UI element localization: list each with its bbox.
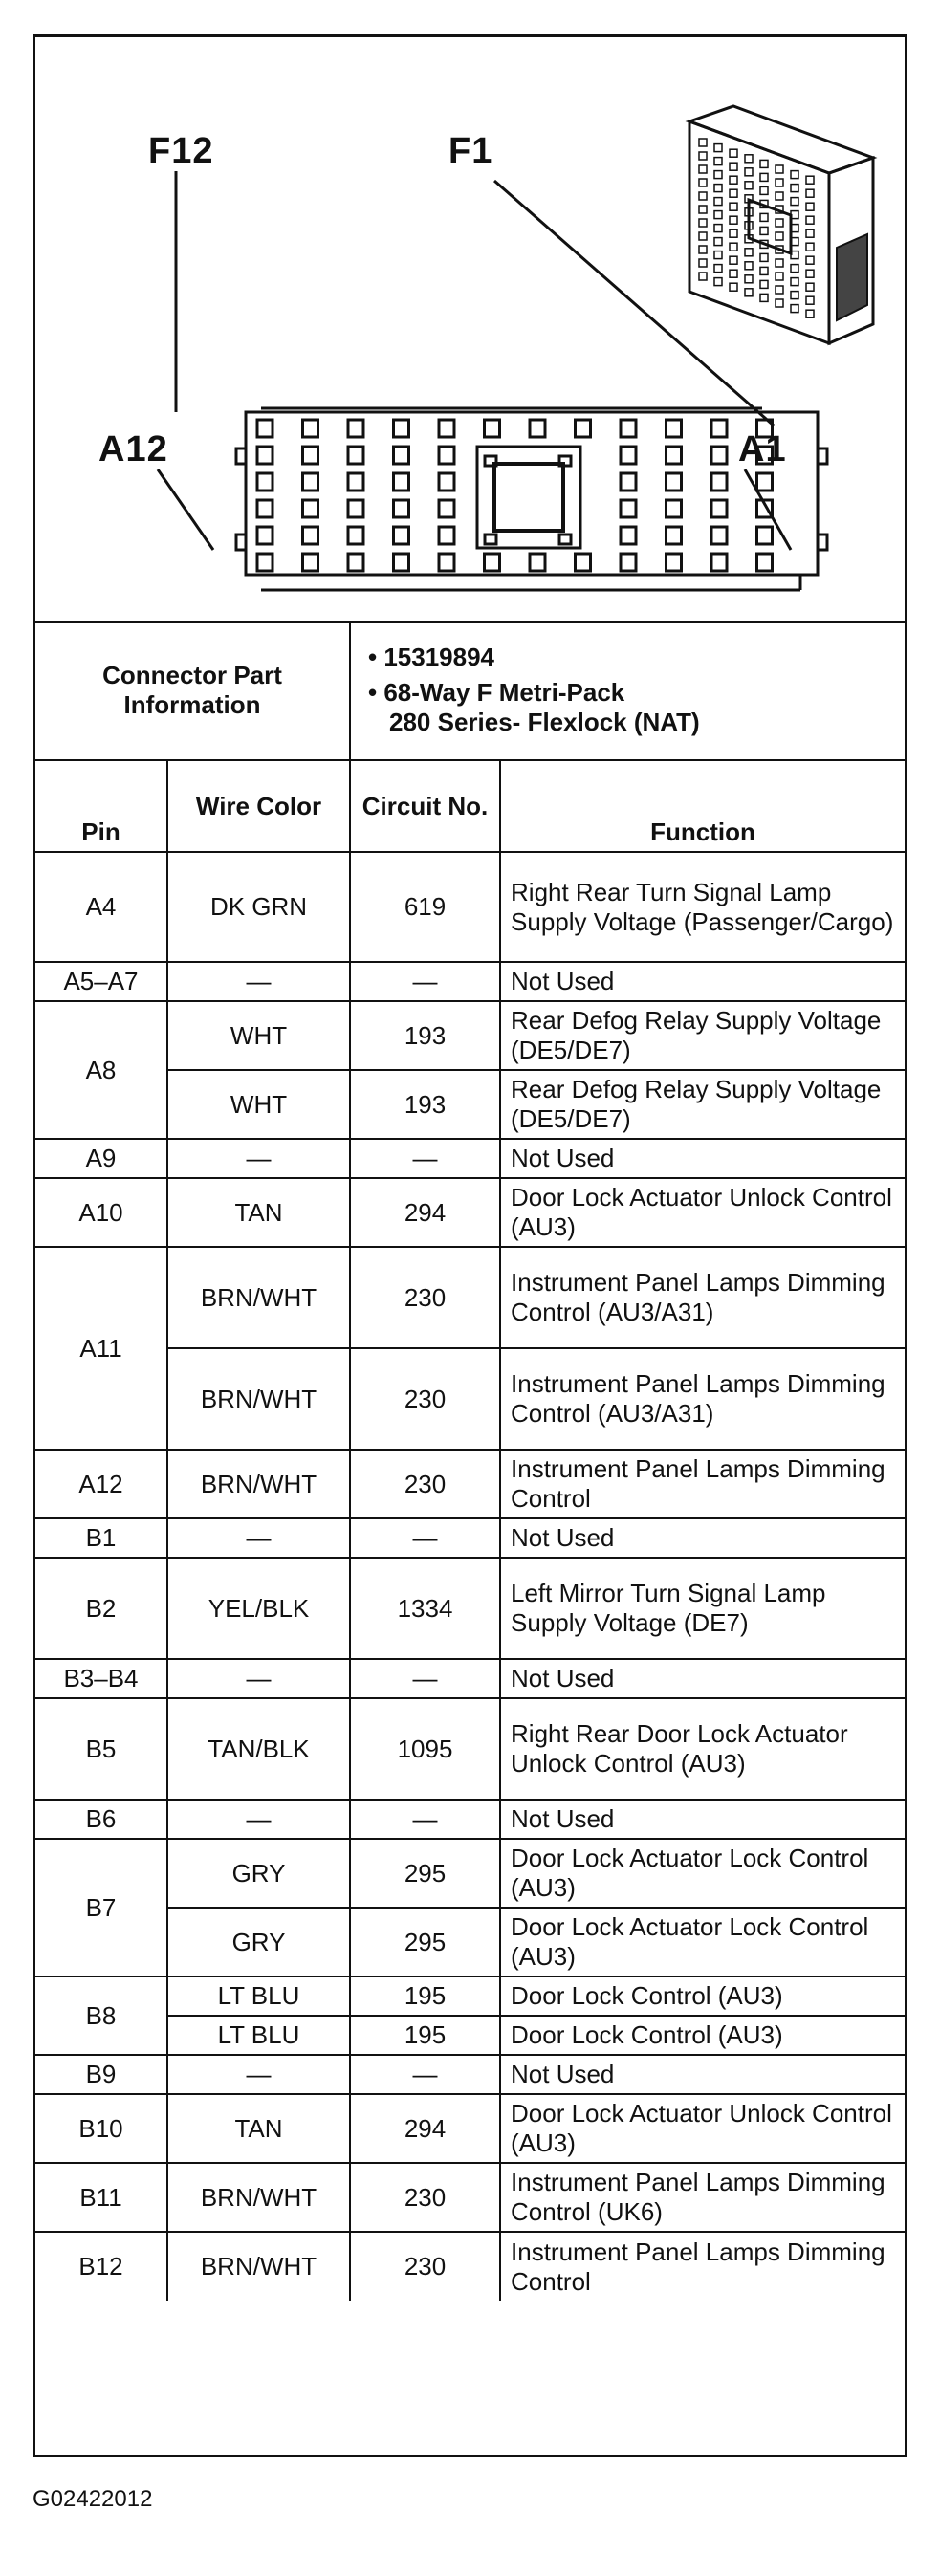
pin-cell: A8 xyxy=(35,1001,167,1139)
function-cell: Instrument Panel Lamps Dimming Control xyxy=(500,1450,905,1518)
table-row xyxy=(35,1800,905,1839)
pin-cavity xyxy=(257,447,273,464)
circuit-cell: 294 xyxy=(350,1178,500,1247)
table-row xyxy=(35,852,905,962)
pin-cavity xyxy=(348,500,363,517)
table-row xyxy=(35,1698,905,1800)
circuit-cell: — xyxy=(350,1518,500,1558)
pin-cavity xyxy=(439,447,454,464)
pin-cell: A9 xyxy=(35,1139,167,1178)
table-row xyxy=(35,962,905,1001)
connector-face-drawing xyxy=(35,37,905,621)
header-circuit-no: Circuit No. xyxy=(350,760,500,852)
table-row xyxy=(35,2094,905,2163)
circuit-cell: 295 xyxy=(350,1908,500,1976)
function-cell: Instrument Panel Lamps Dimming Control (AU3/A31) xyxy=(500,1348,905,1450)
connector-chart-frame xyxy=(33,34,907,2457)
iso-lock-tab xyxy=(837,234,867,320)
table-row xyxy=(35,1518,905,1558)
pin-cavity xyxy=(711,500,727,517)
label-f12: F12 xyxy=(148,131,214,171)
pin-cavity xyxy=(576,554,591,571)
pin-cavity xyxy=(711,527,727,544)
pin-cavity xyxy=(439,527,454,544)
function-cell: Door Lock Actuator Unlock Control (AU3) xyxy=(500,1178,905,1247)
table-row xyxy=(35,2232,905,2301)
center-notch xyxy=(559,456,571,466)
header-pin: Pin xyxy=(35,760,167,852)
latch-tab xyxy=(236,448,246,464)
pin-cell: A4 xyxy=(35,852,167,962)
center-notch xyxy=(485,535,496,544)
pin-cavity xyxy=(348,527,363,544)
wire-color-cell: GRY xyxy=(167,1908,350,1976)
iso-latch xyxy=(749,200,791,253)
wire-color-cell: BRN/WHT xyxy=(167,2232,350,2301)
pin-cavity xyxy=(257,500,273,517)
center-key xyxy=(494,464,563,531)
pin-cavity xyxy=(485,420,500,437)
circuit-cell: 195 xyxy=(350,1976,500,2016)
pin-cavity xyxy=(621,554,636,571)
leader-f1 xyxy=(494,181,774,426)
table-row xyxy=(35,2163,905,2232)
wire-color-cell: — xyxy=(167,1139,350,1178)
pin-cell: B11 xyxy=(35,2163,167,2232)
pin-cavity xyxy=(530,420,545,437)
circuit-cell: — xyxy=(350,962,500,1001)
pin-cavity xyxy=(621,420,636,437)
function-cell: Instrument Panel Lamps Dimming Control (AU3/A31) xyxy=(500,1247,905,1348)
connector-part-info xyxy=(350,621,905,760)
label-a1: A1 xyxy=(738,429,787,469)
wire-color-cell: — xyxy=(167,1800,350,1839)
header-function: Function xyxy=(500,760,905,852)
latch-tab xyxy=(236,535,246,550)
pin-cavity xyxy=(394,554,409,571)
pin-cavity xyxy=(348,420,363,437)
pin-cavity xyxy=(485,554,500,571)
circuit-cell: — xyxy=(350,1139,500,1178)
pin-cell: B7 xyxy=(35,1839,167,1976)
leader-a12 xyxy=(158,469,213,550)
pin-cell: B8 xyxy=(35,1976,167,2055)
pin-cavity xyxy=(530,554,545,571)
circuit-cell: — xyxy=(350,1800,500,1839)
wire-color-cell: LT BLU xyxy=(167,1976,350,2016)
pin-cell: A11 xyxy=(35,1247,167,1450)
label-a12: A12 xyxy=(98,429,168,469)
pin-cavity xyxy=(711,473,727,491)
table-row xyxy=(35,1139,905,1178)
leader-a1 xyxy=(745,469,791,550)
pin-cell: B3–B4 xyxy=(35,1659,167,1698)
function-cell: Not Used xyxy=(500,1518,905,1558)
pin-cavity xyxy=(711,420,727,437)
function-cell: Not Used xyxy=(500,1139,905,1178)
function-cell: Right Rear Door Lock Actuator Unlock Control (AU3) xyxy=(500,1698,905,1800)
pin-cavity xyxy=(303,527,318,544)
wire-color-cell: WHT xyxy=(167,1001,350,1070)
pin-cavity xyxy=(257,554,273,571)
table-row xyxy=(35,1659,905,1698)
pin-cell: B12 xyxy=(35,2232,167,2301)
table-row xyxy=(35,2055,905,2094)
function-cell: Door Lock Actuator Lock Control (AU3) xyxy=(500,1839,905,1908)
wire-color-cell: WHT xyxy=(167,1070,350,1139)
wire-color-cell: GRY xyxy=(167,1839,350,1908)
pin-cavity xyxy=(348,473,363,491)
circuit-cell: 230 xyxy=(350,2232,500,2301)
circuit-cell: 619 xyxy=(350,852,500,962)
pin-cavity xyxy=(439,500,454,517)
function-cell: Rear Defog Relay Supply Voltage (DE5/DE7) xyxy=(500,1070,905,1139)
pin-cell: B1 xyxy=(35,1518,167,1558)
pin-cavity xyxy=(667,554,682,571)
pin-cell: B6 xyxy=(35,1800,167,1839)
pin-cell: B5 xyxy=(35,1698,167,1800)
pin-cell: A12 xyxy=(35,1450,167,1518)
header-row xyxy=(35,760,905,852)
latch-tab xyxy=(818,535,827,550)
connector-diagram xyxy=(35,37,905,623)
center-notch xyxy=(485,456,496,466)
pin-cavity xyxy=(757,527,773,544)
function-cell: Instrument Panel Lamps Dimming Control (UK6) xyxy=(500,2163,905,2232)
iso-connector-top xyxy=(689,106,873,173)
table-row xyxy=(35,1839,905,1908)
pin-cavity xyxy=(621,527,636,544)
circuit-cell: 230 xyxy=(350,1450,500,1518)
circuit-cell: 295 xyxy=(350,1839,500,1908)
pin-cell: B10 xyxy=(35,2094,167,2163)
pin-cavity xyxy=(348,447,363,464)
table-row xyxy=(35,1976,905,2016)
pin-cavity xyxy=(257,473,273,491)
function-cell: Instrument Panel Lamps Dimming Control xyxy=(500,2232,905,2301)
pin-cavity xyxy=(621,473,636,491)
pin-cavity xyxy=(711,447,727,464)
function-cell: Left Mirror Turn Signal Lamp Supply Voltage (DE7) xyxy=(500,1558,905,1659)
wire-color-cell: — xyxy=(167,1659,350,1698)
pin-cavity xyxy=(439,554,454,571)
wire-color-cell: DK GRN xyxy=(167,852,350,962)
function-cell: Door Lock Control (AU3) xyxy=(500,1976,905,2016)
function-cell: Door Lock Control (AU3) xyxy=(500,2016,905,2055)
latch-tab xyxy=(818,448,827,464)
wire-color-cell: YEL/BLK xyxy=(167,1558,350,1659)
pin-cavity xyxy=(576,420,591,437)
wire-color-cell: — xyxy=(167,962,350,1001)
label-f1: F1 xyxy=(448,131,493,171)
function-cell: Door Lock Actuator Lock Control (AU3) xyxy=(500,1908,905,1976)
wire-color-cell: LT BLU xyxy=(167,2016,350,2055)
pin-cavity xyxy=(348,554,363,571)
wire-color-cell: BRN/WHT xyxy=(167,1348,350,1450)
pin-cavity xyxy=(303,500,318,517)
function-cell: Rear Defog Relay Supply Voltage (DE5/DE7) xyxy=(500,1001,905,1070)
wire-color-cell: TAN xyxy=(167,2094,350,2163)
part-description-line1: • 68-Way F Metri-Pack xyxy=(368,678,625,707)
pin-cavity xyxy=(303,420,318,437)
wire-color-cell: BRN/WHT xyxy=(167,1247,350,1348)
circuit-cell: — xyxy=(350,1659,500,1698)
pin-cavity xyxy=(303,473,318,491)
circuit-cell: — xyxy=(350,2055,500,2094)
wire-color-cell: — xyxy=(167,1518,350,1558)
wire-color-cell: BRN/WHT xyxy=(167,2163,350,2232)
pin-cavity xyxy=(394,500,409,517)
header-wire-color: Wire Color xyxy=(167,760,350,852)
pin-cavity xyxy=(394,473,409,491)
circuit-cell: 230 xyxy=(350,2163,500,2232)
pin-cavity xyxy=(394,527,409,544)
pinout-table xyxy=(35,621,905,2301)
function-cell: Not Used xyxy=(500,2055,905,2094)
wire-color-cell: BRN/WHT xyxy=(167,1450,350,1518)
circuit-cell: 294 xyxy=(350,2094,500,2163)
circuit-cell: 1334 xyxy=(350,1558,500,1659)
connector-info-label: Connector Part Information xyxy=(35,621,350,760)
circuit-cell: 193 xyxy=(350,1001,500,1070)
pin-cavity xyxy=(303,447,318,464)
function-cell: Not Used xyxy=(500,962,905,1001)
part-description-line2: 280 Series- Flexlock (NAT) xyxy=(389,708,700,736)
pin-cell: A5–A7 xyxy=(35,962,167,1001)
pin-cavity xyxy=(257,527,273,544)
circuit-cell: 193 xyxy=(350,1070,500,1139)
function-cell: Door Lock Actuator Unlock Control (AU3) xyxy=(500,2094,905,2163)
wire-color-cell: — xyxy=(167,2055,350,2094)
table-row xyxy=(35,1450,905,1518)
pin-cavity xyxy=(257,420,273,437)
pin-cavity xyxy=(667,447,682,464)
table-row xyxy=(35,1558,905,1659)
table-row xyxy=(35,1001,905,1070)
pin-cavity xyxy=(667,527,682,544)
pin-cavity xyxy=(667,420,682,437)
pin-cavity xyxy=(439,473,454,491)
function-cell: Not Used xyxy=(500,1659,905,1698)
pin-cavity xyxy=(711,554,727,571)
center-notch xyxy=(559,535,571,544)
pin-cavity xyxy=(667,473,682,491)
circuit-cell: 195 xyxy=(350,2016,500,2055)
pin-cavity xyxy=(303,554,318,571)
part-number: • 15319894 xyxy=(368,643,495,671)
function-cell: Right Rear Turn Signal Lamp Supply Voltage (Passenger/Cargo) xyxy=(500,852,905,962)
figure-code: G02422012 xyxy=(33,2486,153,2512)
pin-cavity xyxy=(667,500,682,517)
pin-cavity xyxy=(757,473,773,491)
pin-cavity xyxy=(394,447,409,464)
pin-cavity xyxy=(621,447,636,464)
circuit-cell: 230 xyxy=(350,1348,500,1450)
circuit-cell: 1095 xyxy=(350,1698,500,1800)
pin-cell: B2 xyxy=(35,1558,167,1659)
pin-cavity xyxy=(394,420,409,437)
pin-cell: B9 xyxy=(35,2055,167,2094)
pin-cell: A10 xyxy=(35,1178,167,1247)
wire-color-cell: TAN xyxy=(167,1178,350,1247)
pin-cavity xyxy=(621,500,636,517)
pin-cavity xyxy=(439,420,454,437)
pin-cavity xyxy=(757,554,773,571)
circuit-cell: 230 xyxy=(350,1247,500,1348)
table-row xyxy=(35,1247,905,1348)
table-row xyxy=(35,1178,905,1247)
wire-color-cell: TAN/BLK xyxy=(167,1698,350,1800)
function-cell: Not Used xyxy=(500,1800,905,1839)
